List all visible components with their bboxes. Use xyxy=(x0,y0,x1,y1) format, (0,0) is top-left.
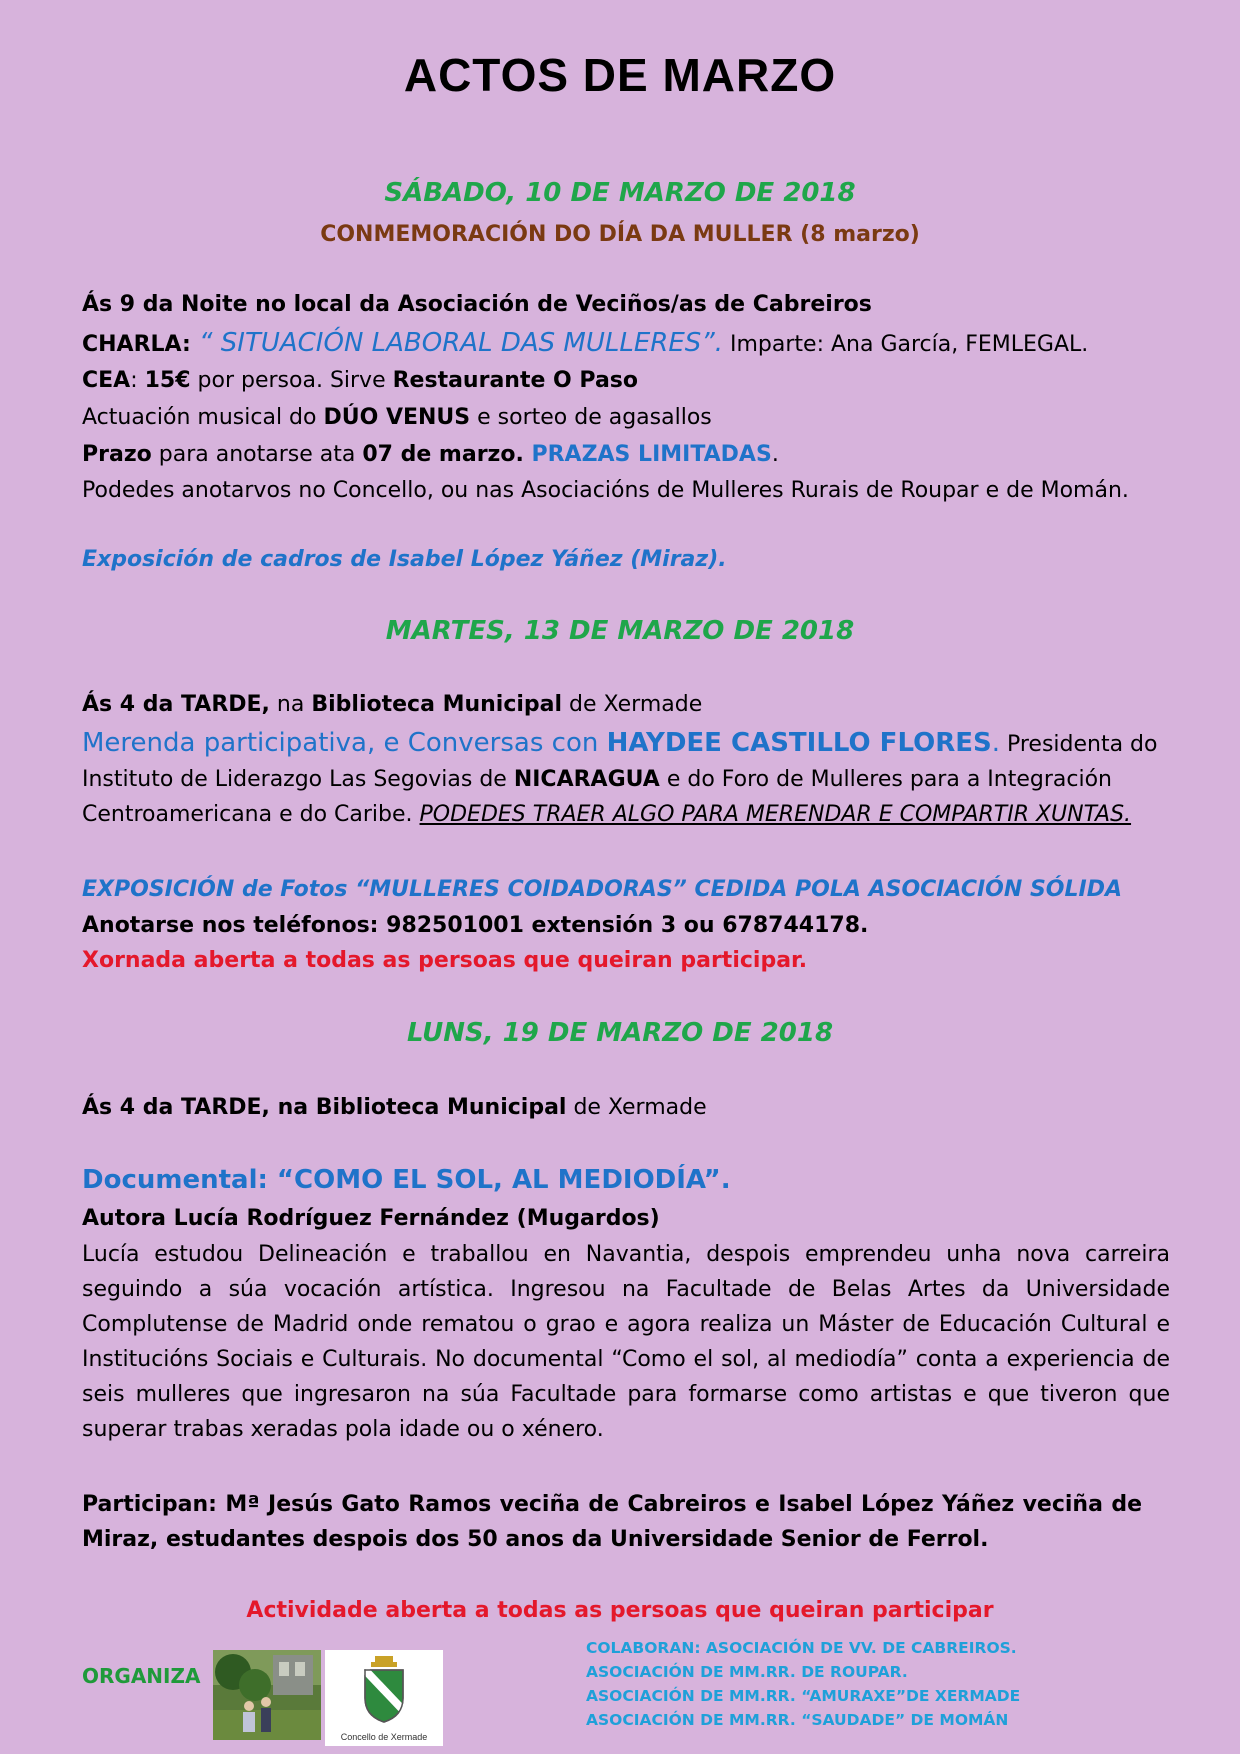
colaboran-item: ASOCIACIÓN DE MM.RR. “SAUDADE” DE MOMÁN xyxy=(586,1711,1009,1729)
event1-date: SÁBADO, 10 DE MARZO DE 2018 xyxy=(384,178,856,208)
event2-description: Merenda participativa, e Conversas con HAYDEE CASTILLO FLORES. Presidenta do Instituto de Liderazgo Las Segovias de NICARAGUA e do Foro de Mulleres para a Integración Centroamericana e do Caribe. PODEDES TRAER ALGO PARA MERENDAR E COMPARTIR XUNTAS. xyxy=(82,728,1158,827)
event1-subtitle: CONMEMORACIÓN DO DÍA DA MULLER (8 marzo) xyxy=(320,222,920,247)
page-title: ACTOS DE MARZO xyxy=(403,49,837,101)
colaboran-item: COLABORAN: ASOCIACIÓN DE VV. DE CABREIROS. xyxy=(586,1639,1017,1657)
event2-location: Ás 4 da TARDE, na Biblioteca Municipal de Xermade xyxy=(82,692,703,717)
event2-date: MARTES, 13 DE MARZO DE 2018 xyxy=(385,616,855,646)
event2-open: Xornada aberta a todas as persoas que queiran participar. xyxy=(82,948,808,973)
guest-name: HAYDEE CASTILLO FLORES xyxy=(606,728,992,758)
organiza-label: ORGANIZA xyxy=(82,1664,201,1688)
event1-charla: CHARLA: “ SITUACIÓN LABORAL DAS MULLERES”. Imparte: Ana García, FEMLEGAL. xyxy=(82,328,1089,358)
event3-participan: Participan: Mª Jesús Gato Ramos veciña de Cabreiros e Isabel López Yáñez veciña de Miraz, estudantes despois dos 50 anos da Universidade Senior de Ferrol. xyxy=(82,1492,1142,1552)
coat-of-arms-icon xyxy=(325,1650,443,1728)
charla-title: “ SITUACIÓN LABORAL DAS MULLERES”. xyxy=(190,328,723,358)
organizer-photo xyxy=(213,1650,321,1740)
event1-location: Ás 9 da Noite no local da Asociación de Veciños/as de Cabreiros xyxy=(82,292,872,317)
event3-documental: Documental: “COMO EL SOL, AL MEDIODÍA”. xyxy=(82,1165,731,1195)
colaboran-list xyxy=(586,1636,1226,1732)
event1-actuacion: Actuación musical do DÚO VENUS e sorteo de agasallos xyxy=(82,405,712,430)
event1-prazo: Prazo para anotarse ata 07 de marzo. PRAZAS LIMITADAS. xyxy=(82,442,779,467)
event3-location: Ás 4 da TARDE, na Biblioteca Municipal de Xermade xyxy=(82,1095,707,1120)
logo-caption: Concello de Xermade xyxy=(340,1732,428,1742)
event1-cea: CEA: 15€ por persoa. Sirve Restaurante O Paso xyxy=(82,368,638,393)
event3-date: LUNS, 19 DE MARZO DE 2018 xyxy=(406,1018,834,1048)
closing-note: Actividade aberta a todas as persoas que queiran participar xyxy=(246,1598,994,1623)
event3-autora: Autora Lucía Rodríguez Fernández (Mugardos) xyxy=(82,1206,660,1231)
colaboran-item: ASOCIACIÓN DE MM.RR. DE ROUPAR. xyxy=(586,1663,908,1681)
event2-phones: Anotarse nos teléfonos: 982501001 extensión 3 ou 678744178. xyxy=(82,913,869,938)
event3-bio: Lucía estudou Delineación e traballou en Navantia, despois emprendeu unha nova carreira seguindo a súa vocación artística. Ingresou na Facultade de Belas Artes da Universidade Complutense de Madrid onde rematou o grao e agora realiza un Máster de Educación Cultural e Institucións Sociais e Culturais. No documental “Como el sol, al mediodía” conta a experiencia de seis mulleres que ingresaron na súa Facultade para formarse como artistas e que tiveron que superar trabas xeradas pola idade ou o xénero. xyxy=(82,1242,1170,1442)
event1-anotar: Podedes anotarvos no Concello, ou nas Asociacións de Mulleres Rurais de Roupar e de Momán. xyxy=(82,478,1129,503)
photo-illustration xyxy=(213,1650,321,1740)
event1-expo: Exposición de cadros de Isabel López Yáñez (Miraz). xyxy=(82,547,727,572)
colaboran-item: ASOCIACIÓN DE MM.RR. “AMURAXE”DE XERMADE xyxy=(586,1687,1021,1705)
event2-expo: EXPOSICIÓN de Fotos “MULLERES COIDADORAS” CEDIDA POLA ASOCIACIÓN SÓLIDA xyxy=(82,877,1122,902)
concello-logo xyxy=(325,1650,443,1746)
